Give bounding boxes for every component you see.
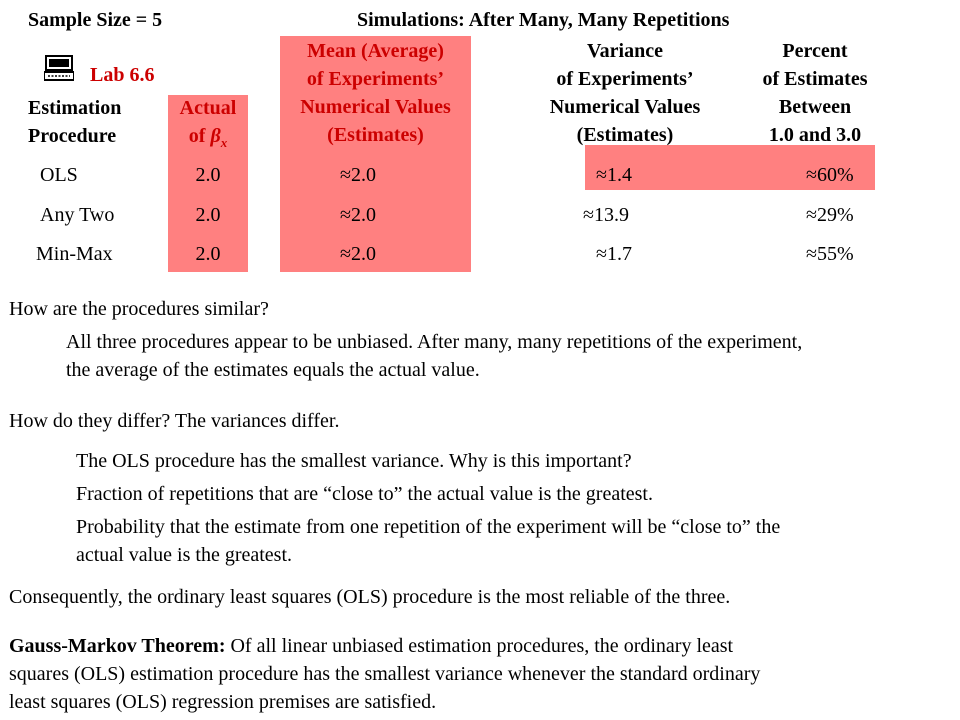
question-similar: How are the procedures similar?: [9, 298, 269, 320]
simulations-title: Simulations: After Many, Many Repetitions: [357, 9, 730, 31]
mean-header: Mean (Average) of Experiments’ Numerical Values (Estimates): [300, 40, 451, 146]
fraction-close: Fraction of repetitions that are “close to” the actual value is the greatest.: [76, 483, 653, 505]
variance-header: Variance of Experiments’ Numerical Values (Estimates): [549, 40, 701, 146]
row-actual: 2.0: [195, 243, 221, 265]
row-percent: ≈55%: [806, 243, 854, 265]
procedure-header: Estimation Procedure: [28, 97, 122, 147]
row-variance: ≈1.7: [596, 243, 632, 265]
row-procedure: Min-Max: [36, 243, 113, 265]
row-mean: ≈2.0: [340, 243, 376, 265]
question-differ: How do they differ? The variances differ.: [9, 410, 340, 432]
gauss-markov-theorem: Gauss-Markov Theorem: Of all linear unbiased estimation procedures, the ordinary least squares (OLS) estimation procedure has the smallest variance whenever the standard ordinary least squares (OLS) regression premises are satisfied.: [9, 635, 761, 713]
answer-similar: All three procedures appear to be unbiased. After many, many repetitions of the experiment, the average of the estimates equals the actual value.: [66, 331, 803, 381]
ols-smallest-variance: The OLS procedure has the smallest variance. Why is this important?: [76, 450, 632, 472]
row-variance: ≈1.4: [596, 164, 632, 186]
computer-icon: [44, 55, 74, 81]
row-variance: ≈13.9: [583, 204, 629, 226]
sample-size-label: Sample Size = 5: [28, 9, 163, 31]
row-procedure: OLS: [40, 164, 78, 186]
row-percent: ≈29%: [806, 204, 854, 226]
row-actual: 2.0: [195, 204, 221, 226]
percent-header: Percent of Estimates Between 1.0 and 3.0: [762, 40, 868, 146]
row-actual: 2.0: [195, 164, 221, 186]
gauss-markov-label: Gauss-Markov Theorem:: [9, 635, 226, 657]
row-mean: ≈2.0: [340, 204, 376, 226]
probability-close: Probability that the estimate from one repetition of the experiment will be “close to” the actual value is the greatest.: [76, 516, 781, 566]
actual-header: Actual of $\beta_x$: [179, 97, 237, 150]
row-mean: ≈2.0: [340, 164, 376, 186]
row-procedure: Any Two: [40, 204, 115, 226]
consequently-statement: Consequently, the ordinary least squares (OLS) procedure is the most reliable of the three.: [9, 586, 731, 608]
lab-link[interactable]: Lab 6.6: [90, 64, 155, 86]
beta-symbol: β: [210, 125, 221, 147]
row-percent: ≈60%: [806, 164, 854, 186]
